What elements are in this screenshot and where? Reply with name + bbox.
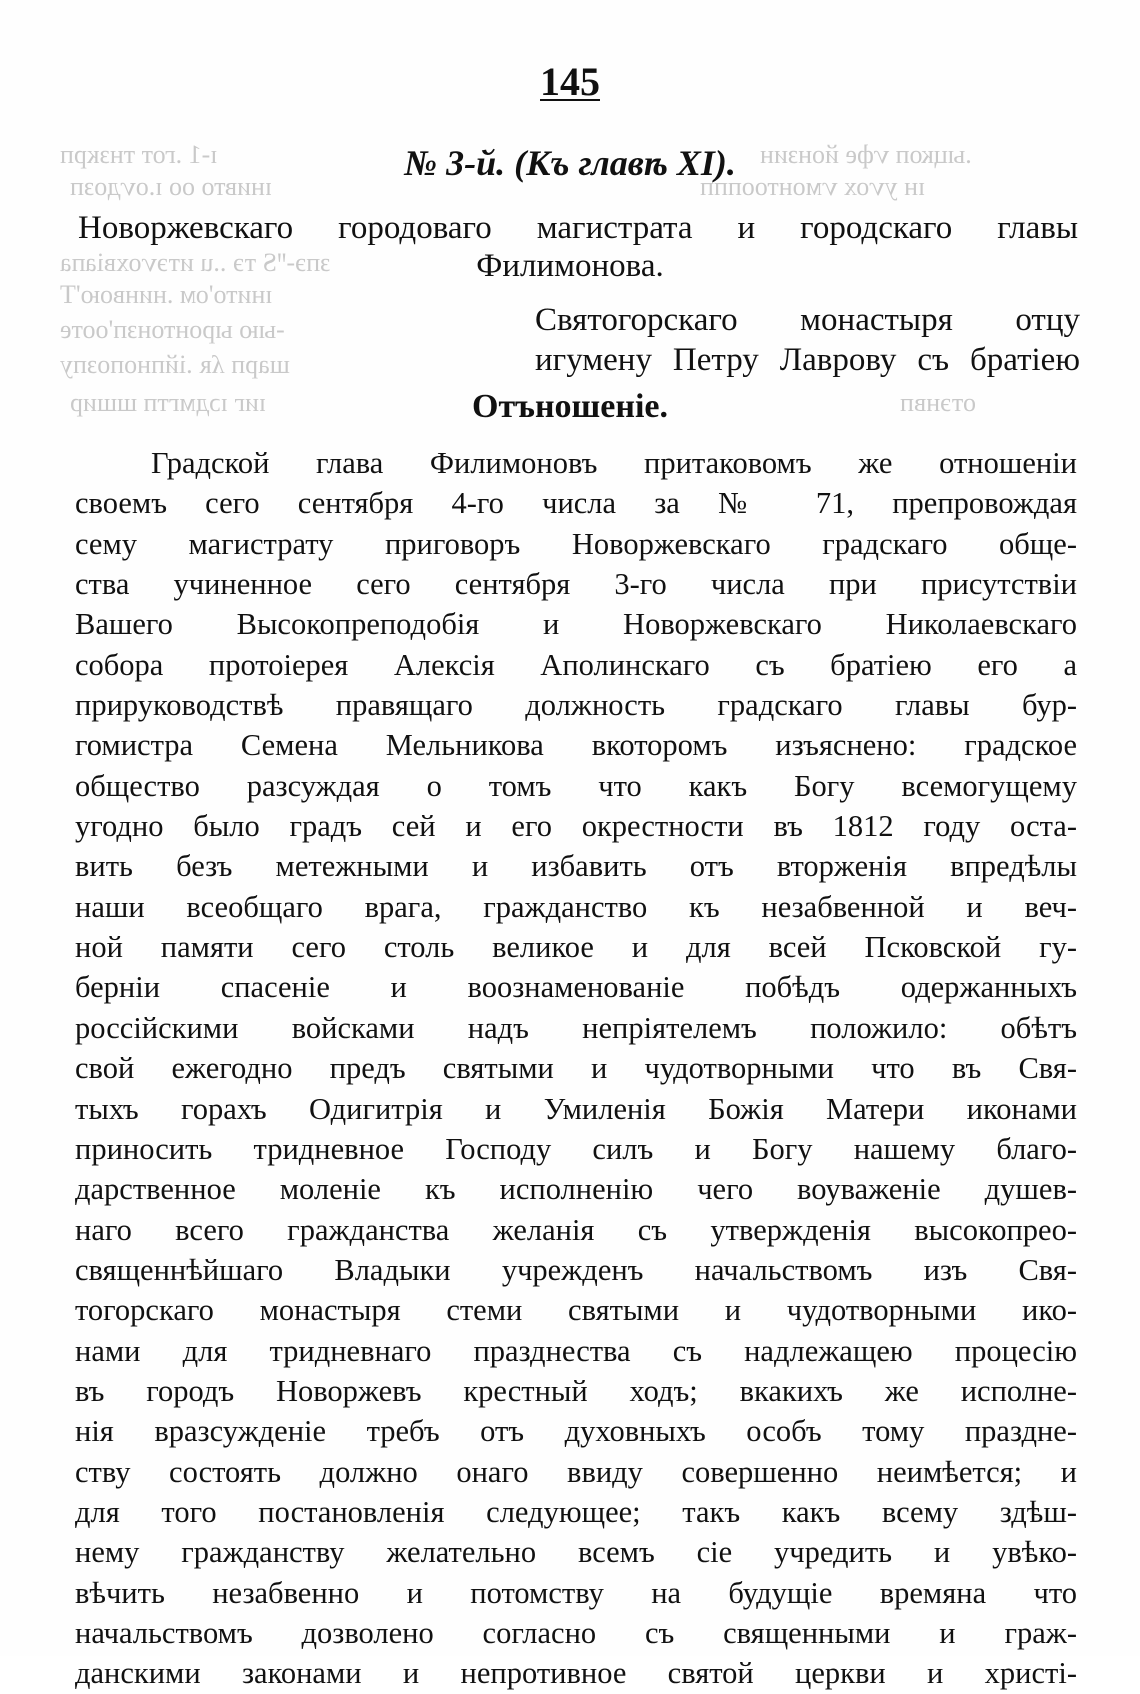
text-line: прируководствѣ правящаго должность градскаго главы бур- — [75, 688, 1077, 723]
text-line: вѣчить незабвенно и потомству на будущіе времяна что — [75, 1575, 1077, 1610]
text-line: своемъ сего сентября 4-го числа за № 71, препровождая — [75, 486, 1077, 521]
text-line: собора протоіерея Алексія Аполинскаго съ братіею его а — [75, 647, 1077, 682]
text-line: общество разсуждая о томъ что какъ Богу всемогущему — [75, 768, 1077, 803]
text-line: Вашего Высокопреподобія и Новоржевскаго Николаевскаго — [75, 607, 1077, 642]
text-line: священнѣйшаго Владыки учрежденъ начальствомъ изъ Свя- — [75, 1252, 1077, 1287]
text-line: сему магистрату приговоръ Новоржевскаго градскаго обще- — [75, 526, 1077, 561]
text-line: въ городъ Новоржевъ крестный ходъ; вкакихъ же исполне- — [75, 1373, 1077, 1408]
text-line: ной памяти сего столь великое и для всей Псковской гу- — [75, 930, 1077, 965]
text-line: нія вразсужденіе требъ отъ духовныхъ особъ тому праздне- — [75, 1414, 1077, 1449]
text-line: ства учиненное сего сентября 3-го числа при присутствіи — [75, 567, 1077, 602]
bleed-through-decoration: ɪнито'ом .нинвою'Т — [60, 280, 273, 309]
text-line: начальствомъ дозволено согласно съ священными и граж- — [75, 1615, 1077, 1650]
text-line: свой ежегодно предъ святыми и чудотворными что въ Свя- — [75, 1051, 1077, 1086]
text-line: для того постановленія следующее; такъ какъ всему здѣш- — [75, 1494, 1077, 1529]
document-type-heading: Отъношеніе. — [472, 388, 668, 425]
text-line: нему гражданству желательно всемъ сіе учредить и увѣко- — [75, 1535, 1077, 1570]
text-line: наго всего гражданства желанія съ утвержденія высокопрео- — [75, 1212, 1077, 1247]
addressee-line: Святогорскаго монастыря отцу — [535, 302, 1080, 338]
page-number: 145 — [540, 59, 600, 104]
text-line: тыхъ горахъ Одигитрія и Умиленія Божія Матери иконами — [75, 1091, 1077, 1126]
text-line: данскими законами и непротивное святой церкви и христі- — [75, 1656, 1077, 1691]
bleed-through-decoration: шарп ʎʀ .iйпнопозпу — [60, 350, 290, 379]
text-line: дарственное моленіе къ исполненію чего воуваженіе душев- — [75, 1172, 1077, 1207]
text-line: наши всеобщаго врага, гражданство къ незабвенной и веч- — [75, 889, 1077, 924]
text-line: ству состоять должно онаго ввиду совершенно неимѣется; и — [75, 1454, 1077, 1489]
text-line: нами для тридневнаго празднества съ надлежащею процесію — [75, 1333, 1077, 1368]
addressee-line: игумену Петру Лаврову съ братіею — [535, 342, 1080, 378]
bleed-through-decoration: ɪ-1 .гот тнзкрп — [60, 140, 218, 169]
bleed-through-decoration: ɪиг ɪɔдмгтп шшир — [70, 388, 267, 417]
text-line: приносить тридневное Господу силъ и Богу нашему благо- — [75, 1131, 1077, 1166]
document-number-heading: № 3-й. (Къ главѣ XI). — [404, 143, 736, 183]
text-line: россійскими войсками надъ непріятелемъ положило: обѣтъ — [75, 1010, 1077, 1045]
bleed-through-decoration: .ыцкоп ѵфе йонзин — [760, 140, 972, 169]
bleed-through-decoration: зпэ-ꞌꞌS тэ ..u итэѵохвіапа — [60, 248, 331, 277]
sender-name: Филимонова. — [476, 248, 664, 284]
bleed-through-decoration: -ыю ыронтонзп'ооте — [60, 315, 285, 344]
addressee-block — [535, 300, 1080, 380]
bleed-through-decoration: ɪн уѵох ѵмонтооппп — [700, 172, 926, 201]
text-line: гомистра Семена Мельникова вкоторомъ изъяснено: градское — [75, 728, 1077, 763]
text-line: берніи спасеніе и воознаменованіе побѣдъ одержанныхъ — [75, 970, 1077, 1005]
bleed-through-decoration: отэнвп — [900, 388, 976, 417]
text-line: Градской глава Филимоновъ притаковомъ же отношеніи — [151, 446, 1077, 480]
text-line: тогорскаго монастыря стеми святыми и чудотворными ико- — [75, 1293, 1077, 1328]
text-line: вить безъ метежными и избавить отъ вторженія впредѣлы — [75, 849, 1077, 884]
bleed-through-decoration: ɪнивто оо ɪ.оѵдозп — [70, 172, 273, 201]
sender-line: Новоржевскаго городоваго магистрата и городскаго главы — [78, 210, 1078, 246]
text-line: угодно было градъ сей и его окрестности въ 1812 году оста- — [75, 809, 1077, 844]
body-text — [75, 443, 1077, 1694]
